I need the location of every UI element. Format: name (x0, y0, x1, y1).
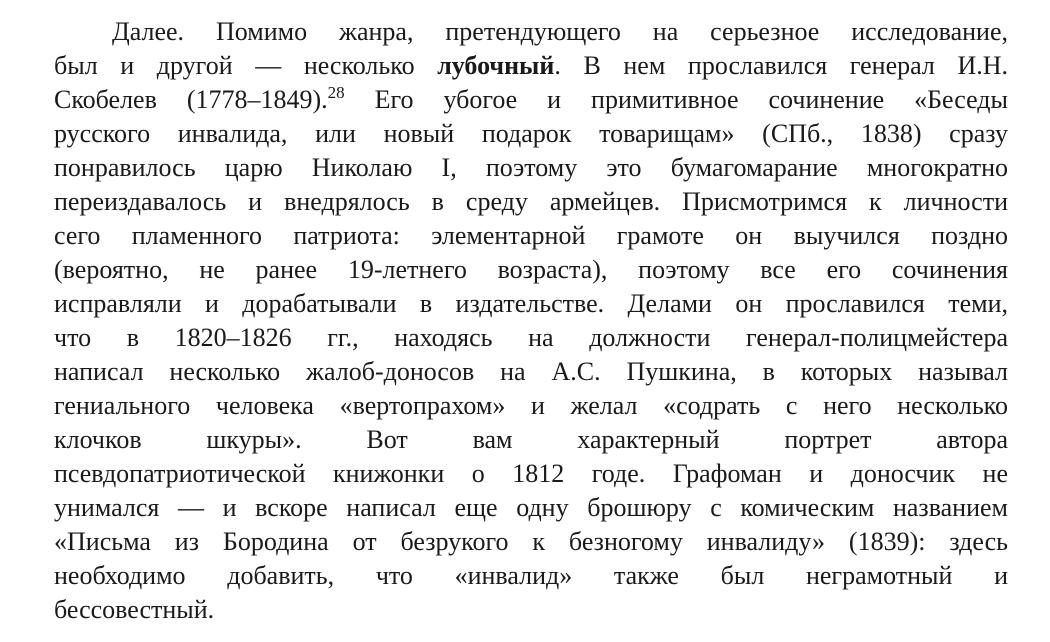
paragraph-line-10: что в 1820–1826 гг., находясь на должности генерал-полицмейстера (54, 323, 1008, 352)
paragraph-line-12: гениального человека «вертопрахом» и желал «содрать с него несколько (54, 391, 1008, 420)
paragraph-line-1: Далее. Помимо жанра, претендующего на серьезное исследование, (112, 17, 1008, 46)
paragraph-line-16: «Письма из Бородина от безрукого к безногому инвалиду» (1839): здесь (54, 527, 1008, 556)
paragraph-line-9: исправляли и дорабатывали в издательстве. Делами он прославился теми, (54, 289, 1008, 318)
footnote-reference: 28 (327, 83, 345, 102)
line-3-text-start: Скобелев (1778–1849). (54, 85, 328, 114)
paragraph-line-3 (54, 83, 1008, 117)
paragraph-line-2 (54, 49, 1008, 83)
document-page (54, 15, 1008, 627)
paragraph-line-17: необходимо добавить, что «инвалид» также был неграмотный и (54, 561, 1008, 590)
line-2-text-end: . В нем прославился генерал И.Н. (554, 51, 1009, 80)
paragraph-line-5: понравилось царю Николаю I, поэтому это бумагомарание многократно (54, 153, 1008, 182)
line-2-text-start: был и другой — несколько (54, 51, 438, 80)
paragraph-line-14: псевдопатриотической книжонки о 1812 годе. Графоман и доносчик не (54, 459, 1008, 488)
paragraph-line-11: написал несколько жалоб-доносов на А.С. Пушкина, в которых называл (54, 357, 1008, 386)
line-3-text-end: Его убогое и примитивное сочинение «Беседы (344, 85, 1008, 114)
paragraph-line-6: переиздавалось и внедрялось в среду армейцев. Присмотримся к личности (54, 187, 1008, 216)
paragraph-line-18: бессовестный. (54, 595, 215, 624)
paragraph-line-13: клочков шкуры». Вот вам характерный портрет автора (54, 425, 1008, 454)
bold-term-lubochny: лубочный (437, 51, 555, 80)
paragraph-line-15: унимался — и вскоре написал еще одну брошюру с комическим названием (54, 493, 1008, 522)
paragraph-line-7: сего пламенного патриота: элементарной грамоте он выучился поздно (54, 221, 1008, 250)
paragraph-line-8: (вероятно, не ранее 19-летнего возраста), поэтому все его сочинения (54, 255, 1008, 284)
paragraph-line-4: русского инвалида, или новый подарок товарищам» (СПб., 1838) сразу (54, 119, 1008, 148)
